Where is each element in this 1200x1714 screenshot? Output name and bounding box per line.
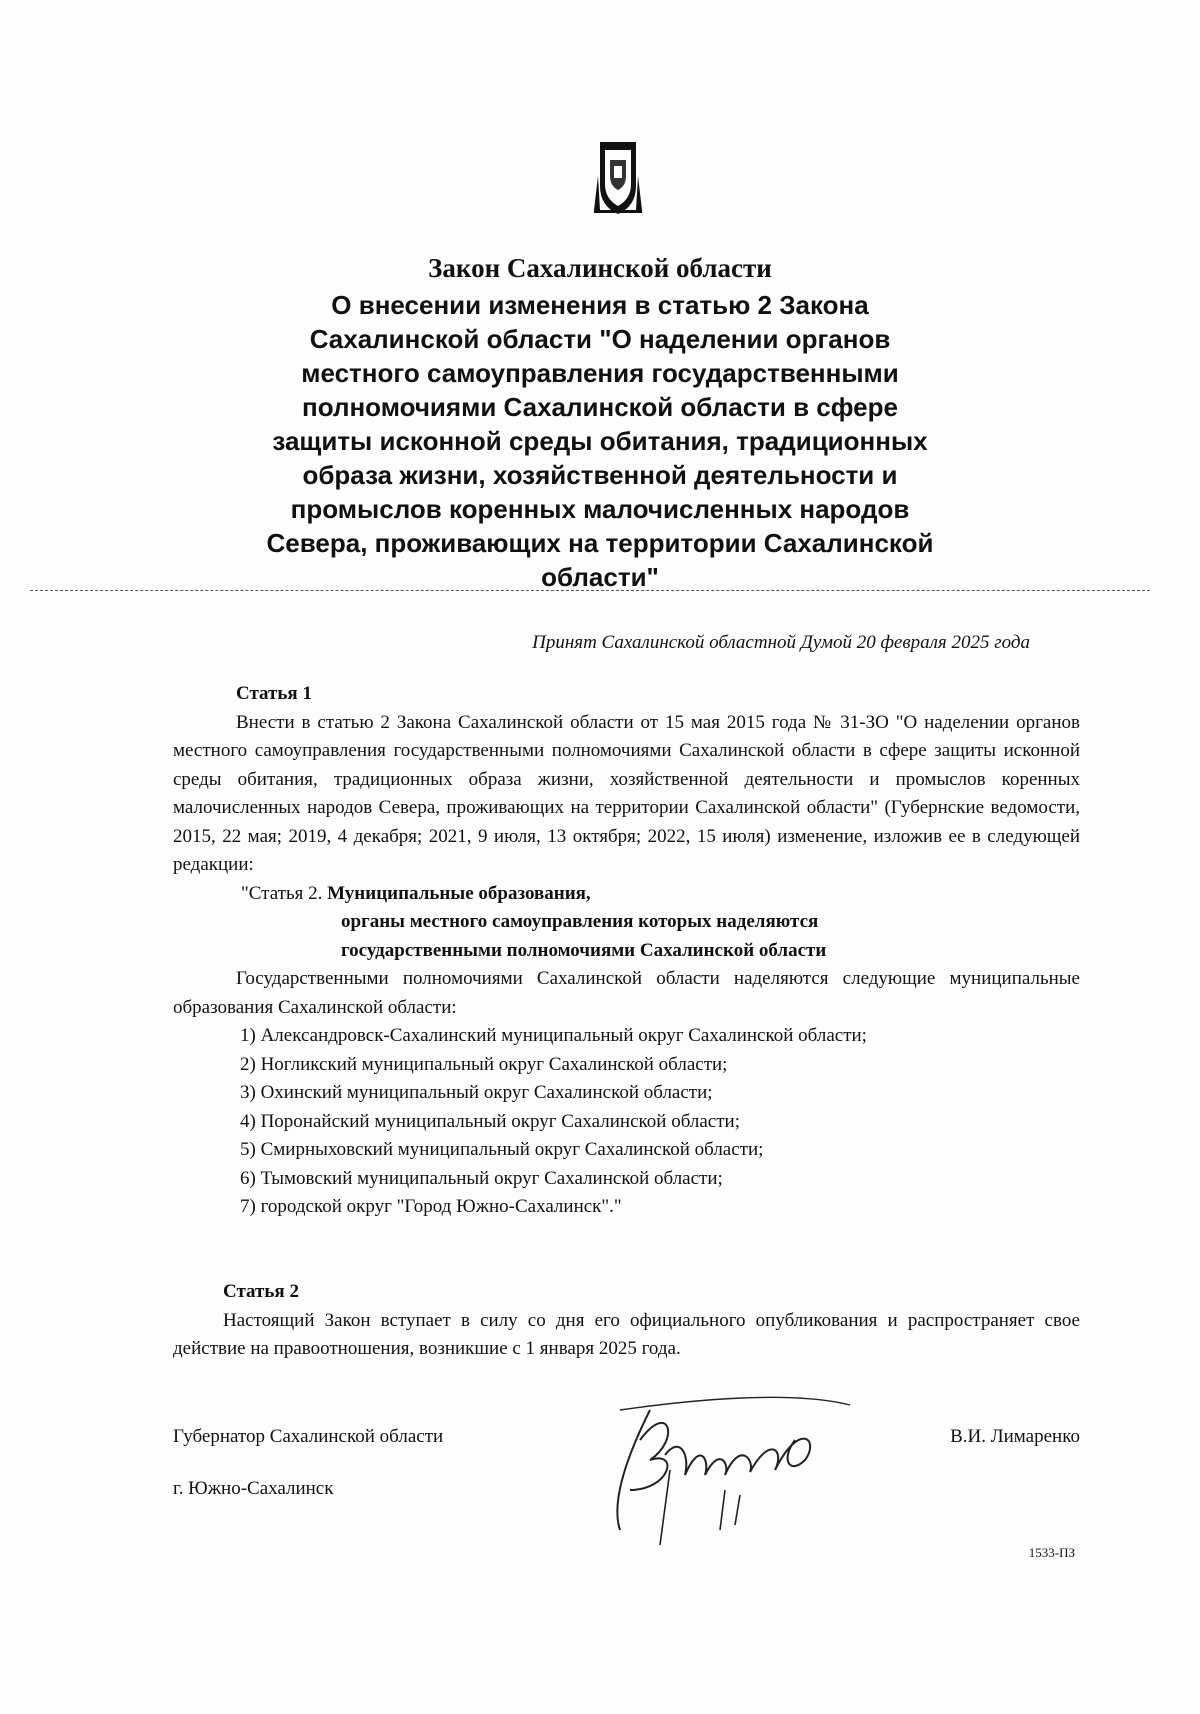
handwritten-signature xyxy=(590,1380,880,1550)
list-item: 6) Тымовский муниципальный округ Сахалинской области; xyxy=(240,1167,723,1189)
new-article-title-line: органы местного самоуправления которых наделяются xyxy=(341,911,819,932)
subtitle-line: Сахалинской области "О наделении органов xyxy=(309,324,891,354)
list-item: 5) Смирныховский муниципальный округ Сахалинской области; xyxy=(240,1139,764,1160)
article-1-heading: Статья 1 xyxy=(236,683,312,704)
signatory-position: Губернатор Сахалинской области xyxy=(173,1426,444,1447)
article-2-text: Настоящий Закон вступает в силу со дня его официального опубликования и распространяет свое действие на правоотношения, возникшие с 1 января 2025 года. xyxy=(173,1309,1080,1359)
municipalities-list xyxy=(240,1022,1080,1222)
coat-of-arms-icon xyxy=(588,136,648,216)
divider-line xyxy=(30,590,1150,591)
article-2 xyxy=(173,1278,1080,1364)
subtitle-line: области" xyxy=(541,562,659,592)
article-2-heading: Статья 2 xyxy=(223,1281,299,1302)
signatory-name: В.И. Лимаренко xyxy=(950,1426,1080,1447)
subtitle-line: Севера, проживающих на территории Сахалинской xyxy=(266,528,934,558)
adoption-note: Принят Сахалинской областной Думой 20 февраля 2025 года xyxy=(532,632,1030,653)
list-item: 2) Ногликский муниципальный округ Сахалинской области; xyxy=(240,1053,728,1075)
article-1-text: Внести в статью 2 Закона Сахалинской области от 15 мая 2015 года № 31-ЗО "О наделении органов местного самоуправления государственными полномочиями Сахалинской области в сфере защиты исконной среды обитания, традиционных образа жизни, хозяйственной деятельности и промыслов коренных малочисленных народов Севера, проживающих на территории Сахалинской области" (Губернские ведомости, 2015, 22 мая; 2019, 4 декабря; 2021, 9 июля, 13 октября; 2022, 15 июля) изменение, изложив ее в следующей редакции: xyxy=(173,711,1080,875)
document-number: 1533-ПЗ xyxy=(1028,1545,1075,1560)
subtitle-line: О внесении изменения в статью 2 Закона xyxy=(331,290,869,320)
subtitle-line: промыслов коренных малочисленных народов xyxy=(290,494,910,524)
article-1 xyxy=(173,680,1080,1222)
list-item: 1) Александровск-Сахалинский муниципальный округ Сахалинской области; xyxy=(240,1025,867,1046)
city-of-signing: г. Южно-Сахалинск xyxy=(173,1478,334,1499)
list-item: 3) Охинский муниципальный округ Сахалинской области; xyxy=(240,1082,713,1103)
subtitle-line: образа жизни, хозяйственной деятельности и xyxy=(302,460,898,490)
new-article-heading xyxy=(241,880,1080,909)
subtitle-line: защиты исконной среды обитания, традиционных xyxy=(272,426,928,456)
title-block xyxy=(200,250,1000,594)
subtitle-line: местного самоуправления государственными xyxy=(301,358,899,388)
law-subtitle xyxy=(200,288,1000,594)
law-title: Закон Сахалинской области xyxy=(428,253,772,283)
new-article-intro: Государственными полномочиями Сахалинской области наделяются следующие муниципальные образования Сахалинской области: xyxy=(173,968,1080,1018)
list-item: 4) Поронайский муниципальный округ Сахалинской области; xyxy=(240,1110,740,1132)
new-article-prefix: "Статья 2. xyxy=(241,882,323,904)
new-article-title-line: государственными полномочиями Сахалинской области xyxy=(341,939,827,961)
new-article-title-line: Муниципальные образования, xyxy=(327,882,591,904)
subtitle-line: полномочиями Сахалинской области в сфере xyxy=(302,392,898,422)
list-item: 7) городской округ "Город Южно-Сахалинск"." xyxy=(240,1196,622,1217)
